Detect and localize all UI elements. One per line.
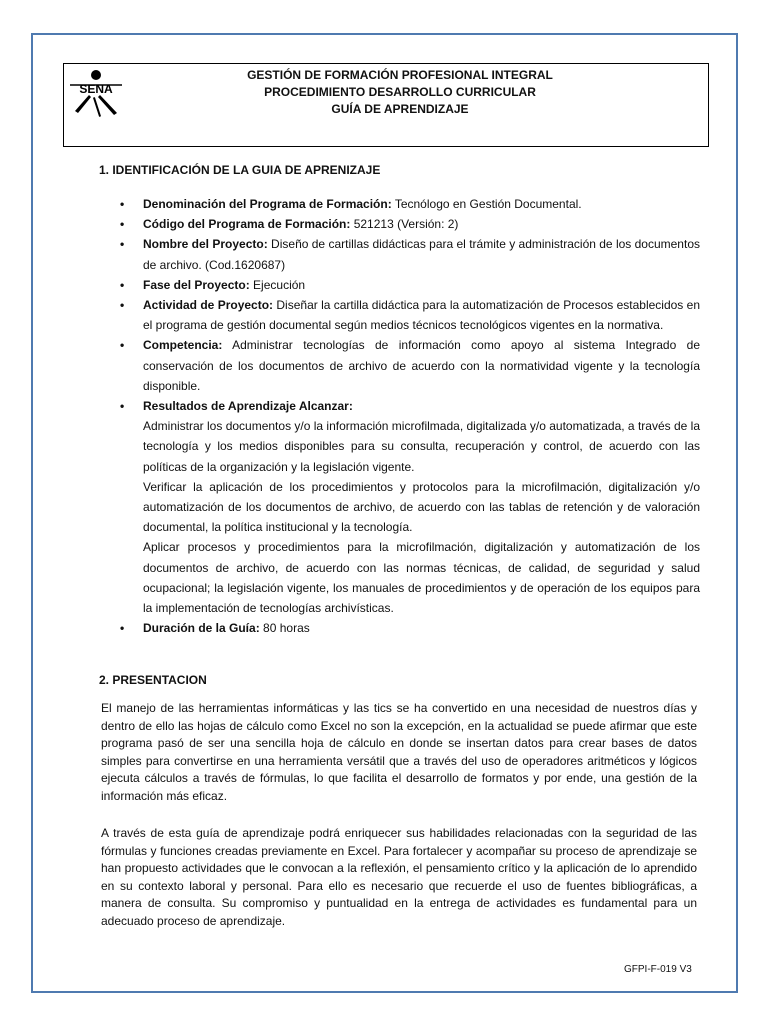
header-title-line2: PROCEDIMIENTO DESARROLLO CURRICULAR [264, 85, 536, 99]
header-title-line1: GESTIÓN DE FORMACIÓN PROFESIONAL INTEGRAL [247, 68, 553, 82]
header-title-line3: GUÍA DE APRENDIZAJE [331, 102, 469, 116]
list-item [120, 214, 700, 234]
item-label: Nombre del Proyecto: [143, 237, 268, 252]
item-value: Administrar tecnologías de información como apoyo al sistema Integrado de conservación de los documentos de archivo de acuerdo con la normatividad vigente y la tecnología disponible. [143, 338, 700, 393]
item-label: Duración de la Guía: [143, 621, 260, 636]
item-value: Diseñar la cartilla didáctica para la automatización de Procesos establecidos en el programa de gestión documental según medios técnicos tecnológicos vigentes en la normativa. [143, 298, 700, 333]
section2-heading: 2. PRESENTACION [99, 673, 207, 687]
section1-heading: 1. IDENTIFICACIÓN DE LA GUIA DE APRENIZAJE [99, 163, 381, 177]
presentation-paragraph-1: El manejo de las herramientas informáticas y las tics se ha convertido en una necesidad de nuestros días y dentro de ello las hojas de cálculo como Excel no son la excepción, en la actualidad se puede afirmar que este programa pasó de ser una sencilla hoja de cálculo en donde se insertan datos para crear bases de datos simples para convertirse en una herramienta versátil que a través del uso de operadores aritméticos y lógicos ejecuta cálculos a través de fórmulas, lo que facilita el desarrollo de formatos y por ende, una gestión de la información más eficaz. [101, 701, 697, 803]
item-value: Tecnólogo en Gestión Documental. [391, 197, 582, 211]
list-item [120, 618, 700, 638]
presentation-paragraph-2: A través de esta guía de aprendizaje podrá enriquecer sus habilidades relacionadas con la seguridad de las fórmulas y funciones creadas previamente en Excel. Para fortalecer y acompañar su proceso de aprendizaje se han propuesto actividades que le convocan a la reflexión, el pensamiento crítico y la aplicación de lo aprendido en su contexto laboral y personal. Para ello es necesario que recuerde el uso de fuentes bibliográficas, a manera de consulta. Su compromiso y puntualidad en la entrega de actividades es fundamental para un adecuado proceso de aprendizaje. [101, 826, 697, 928]
item-label: Fase del Proyecto: [143, 277, 250, 292]
form-code: GFPI-F-019 V3 [624, 964, 692, 975]
list-item [120, 335, 700, 396]
item-label: Denominación del Programa de Formación: [143, 197, 392, 211]
list-item [120, 275, 700, 295]
item-label: Resultados de Aprendizaje Alcanzar: [143, 399, 353, 414]
item-value: 80 horas [259, 621, 310, 636]
item-label: Código del Programa de Formación: [143, 217, 351, 232]
identification-list [120, 194, 700, 638]
sena-logo-icon [67, 67, 125, 123]
item-label: Competencia: [143, 338, 223, 353]
result-1: Administrar los documentos y/o la información microfilmada, digitalizada y/o automatizada, a través de la tecnología y los medios disponibles para su consulta, recuperación y control, de acuerdo con las políticas de la organización y la legislación vigente. [143, 419, 700, 474]
header-titles [150, 67, 650, 118]
list-item [120, 234, 700, 274]
result-2: Verificar la aplicación de los procedimientos y protocolos para la microfilmación, digitalización y/o automatización de los documentos de archivo, de acuerdo con las tablas de retención y de valoración documental, la política institucional y la tecnología. [143, 479, 700, 535]
item-value: Diseño de cartillas didácticas para el trámite y administración de los documentos de archivo. (Cod.1620687) [143, 237, 700, 272]
list-item [120, 396, 700, 618]
list-item [120, 194, 700, 214]
result-3: Aplicar procesos y procedimientos para la microfilmación, digitalización y automatización de los documentos de archivo, de acuerdo con las normas técnicas, de calidad, de seguridad y salud ocupacional; la legislación vigente, los manuales de procedimientos y de operación de los equipos para la implementación de tecnologías archivísticas. [143, 540, 700, 616]
item-label: Actividad de Proyecto: [143, 298, 274, 313]
item-value: Ejecución [249, 277, 306, 292]
logo-text: SENA [79, 82, 113, 96]
item-value: 521213 (Versión: 2) [350, 217, 459, 232]
list-item [120, 295, 700, 335]
